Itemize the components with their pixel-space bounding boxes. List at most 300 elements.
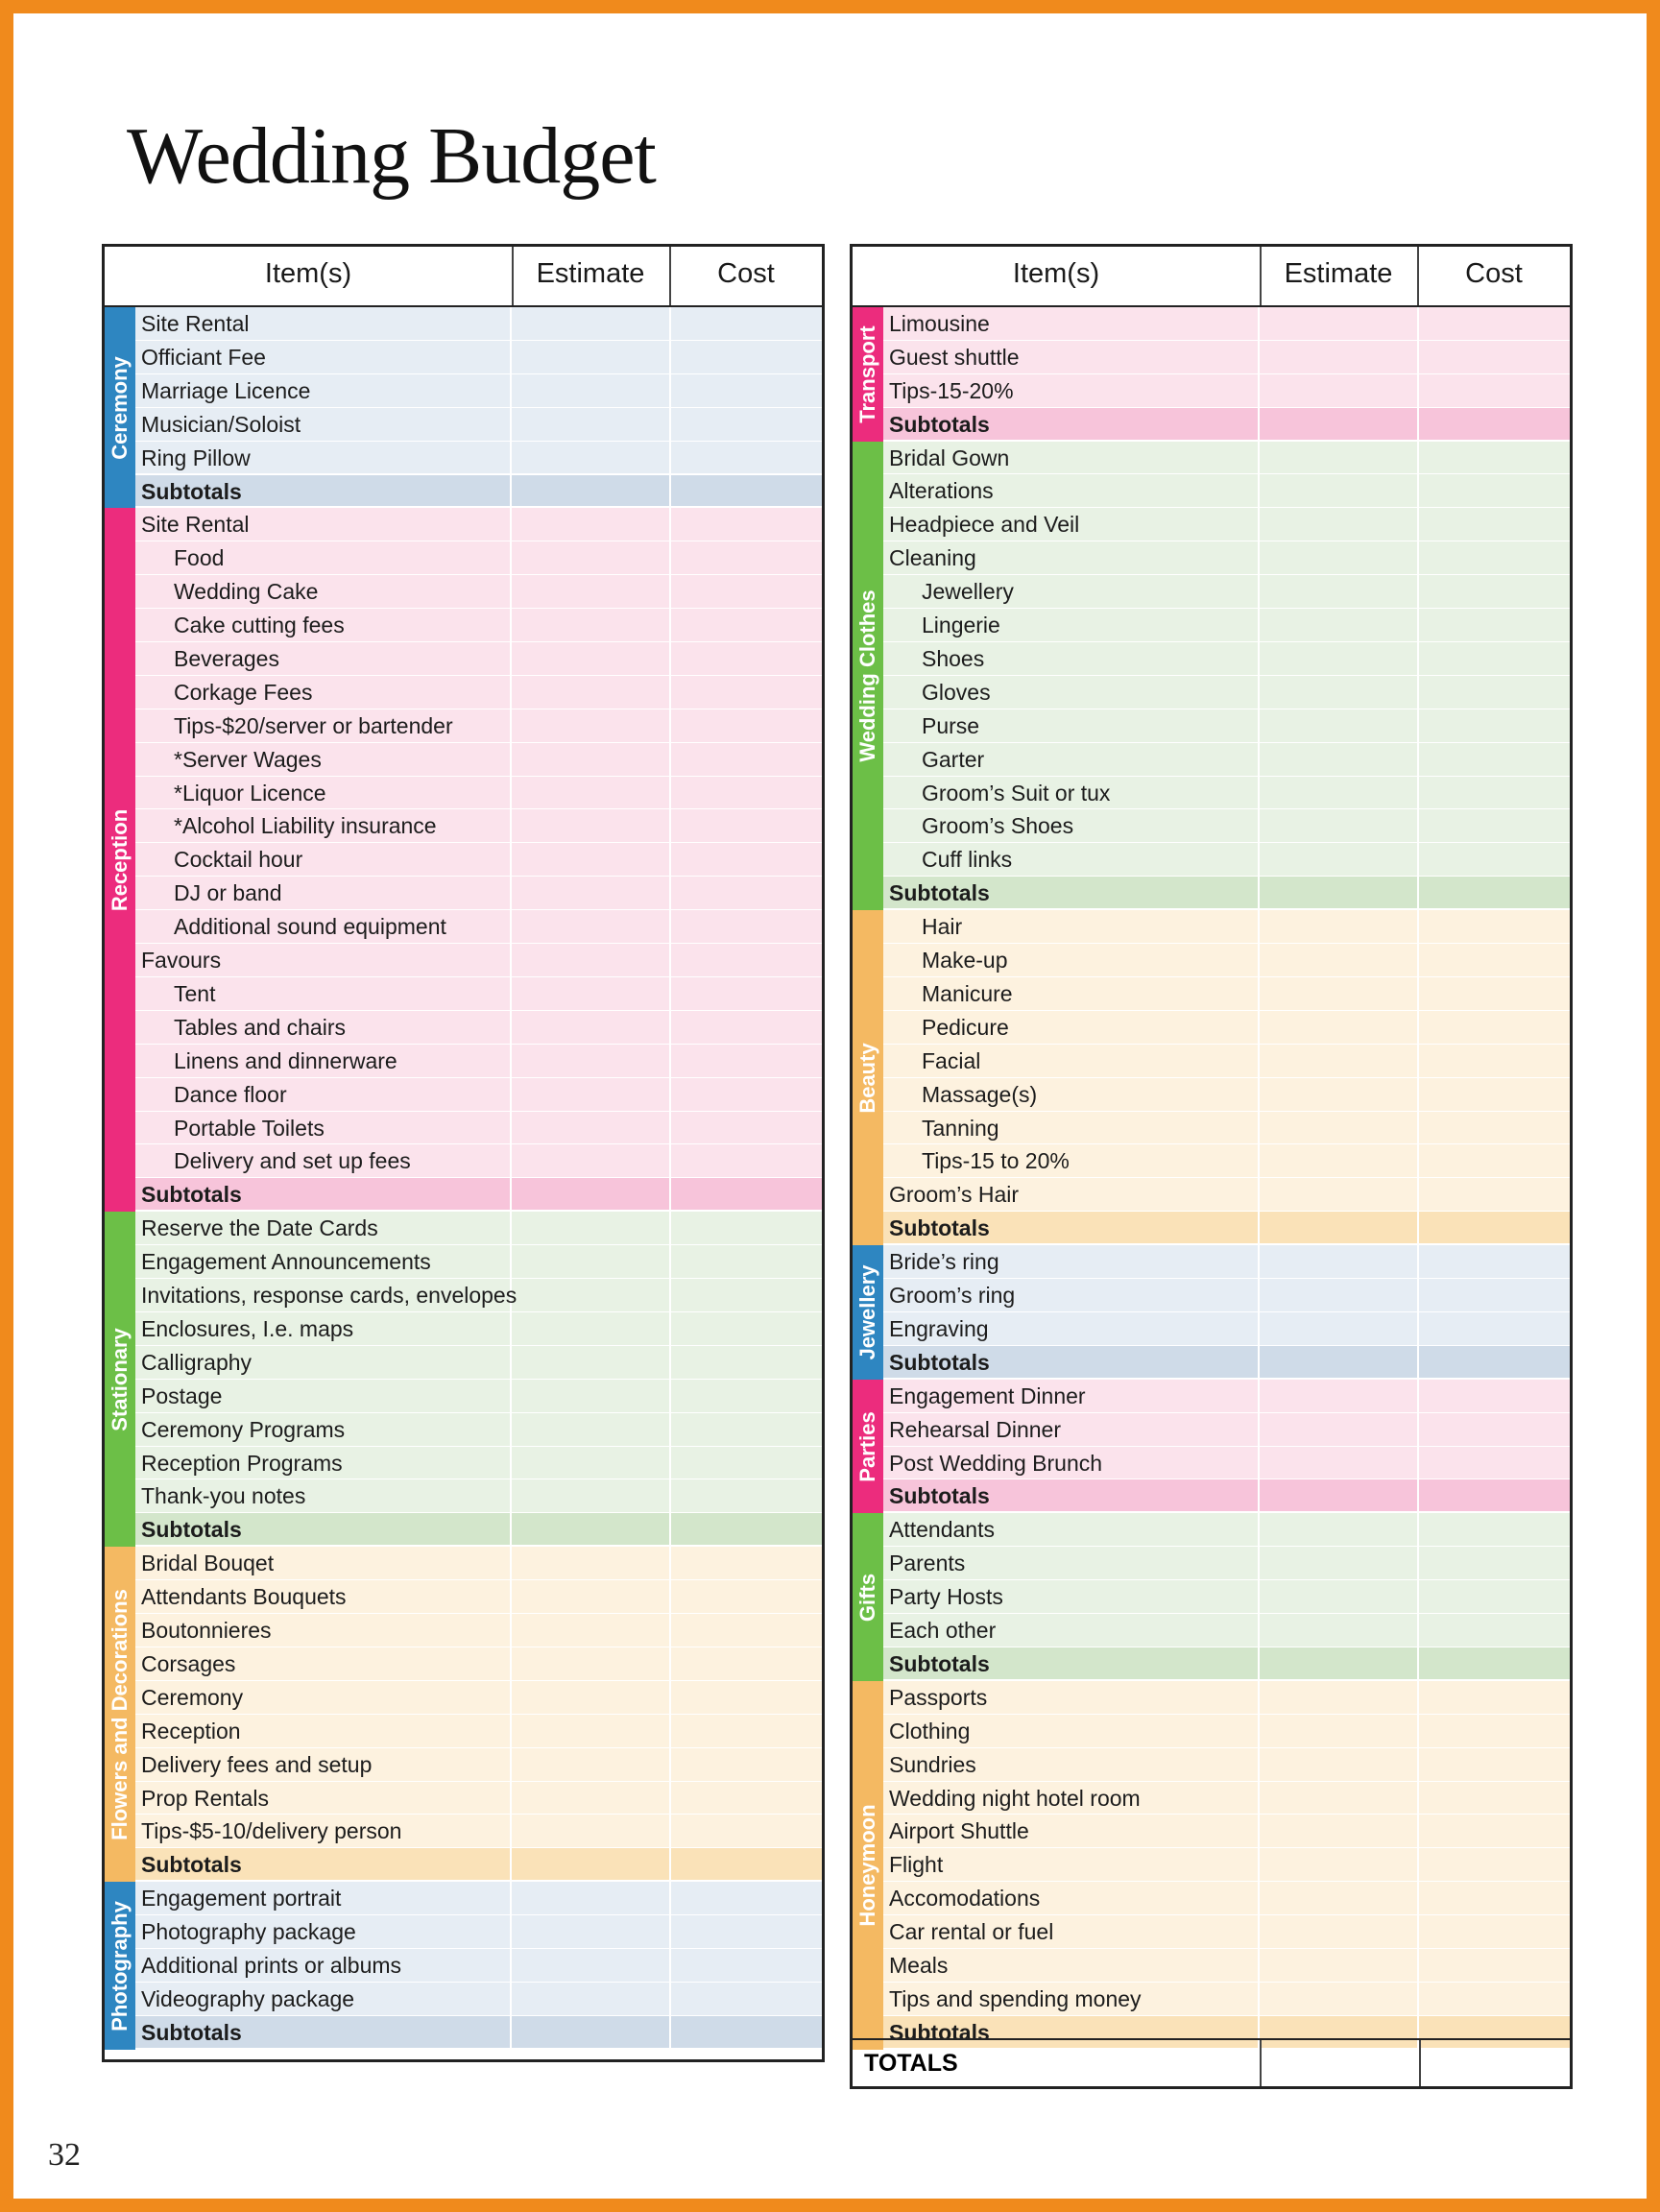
cost-cell[interactable] [669, 1748, 822, 1781]
estimate-cell[interactable] [1260, 1479, 1419, 1511]
cost-cell[interactable] [1417, 1681, 1570, 1714]
table-row [883, 1681, 1570, 1715]
cost-cell[interactable] [669, 475, 822, 507]
table-row [883, 1112, 1570, 1145]
estimate-cell[interactable] [512, 1647, 671, 1680]
cost-cell[interactable] [669, 1815, 822, 1847]
cost-cell[interactable] [1417, 1915, 1570, 1948]
cost-cell[interactable] [1417, 1413, 1570, 1446]
cost-cell[interactable] [669, 1178, 822, 1210]
estimate-cell[interactable] [512, 977, 671, 1010]
estimate-cell[interactable] [512, 910, 671, 943]
estimate-cell[interactable] [512, 1949, 671, 1982]
table-row [883, 743, 1570, 777]
table-row [883, 1413, 1570, 1447]
cost-cell[interactable] [669, 1983, 822, 2015]
item-label: Subtotals [135, 1848, 512, 1880]
cost-cell[interactable] [1417, 1212, 1570, 1243]
table-row [135, 743, 822, 777]
estimate-cell[interactable] [1260, 1848, 1419, 1881]
section-label: Beauty [855, 1043, 879, 1114]
estimate-cell[interactable] [512, 1413, 671, 1446]
cost-cell[interactable] [669, 1346, 822, 1379]
estimate-cell[interactable] [512, 408, 671, 441]
estimate-cell[interactable] [1260, 642, 1419, 675]
estimate-cell[interactable] [1260, 709, 1419, 742]
item-label: Postage [135, 1380, 512, 1412]
section-band [853, 910, 883, 1245]
cost-cell[interactable] [1417, 341, 1570, 373]
cost-cell[interactable] [669, 676, 822, 709]
item-label: Subtotals [883, 408, 1260, 440]
estimate-cell[interactable] [1260, 1011, 1419, 1044]
estimate-cell[interactable] [512, 1212, 671, 1244]
item-label: Bridal Gown [883, 442, 1260, 474]
cost-cell[interactable] [1417, 1011, 1570, 1044]
cost-cell[interactable] [1417, 1346, 1570, 1378]
table-header [105, 247, 822, 307]
estimate-cell[interactable] [1260, 1547, 1419, 1579]
estimate-cell[interactable] [1260, 1681, 1419, 1714]
cost-cell[interactable] [669, 1882, 822, 1914]
cost-cell[interactable] [1417, 1547, 1570, 1579]
estimate-cell[interactable] [512, 944, 671, 976]
estimate-cell[interactable] [512, 2016, 671, 2048]
cost-cell[interactable] [669, 609, 822, 641]
estimate-cell[interactable] [1260, 1915, 1419, 1948]
cost-cell[interactable] [669, 408, 822, 441]
cost-cell[interactable] [669, 1078, 822, 1111]
cost-cell[interactable] [669, 1848, 822, 1880]
table-row [883, 1178, 1570, 1212]
estimate-cell[interactable] [512, 1312, 671, 1345]
estimate-cell[interactable] [512, 1011, 671, 1044]
estimate-cell[interactable] [512, 442, 671, 474]
item-label: Gloves [883, 676, 1260, 709]
item-label: Tips-$20/server or bartender [135, 709, 512, 742]
table-row [883, 1782, 1570, 1815]
estimate-cell[interactable] [1260, 1112, 1419, 1144]
cost-cell[interactable] [1417, 508, 1570, 541]
estimate-cell[interactable] [1260, 1346, 1419, 1378]
table-row [883, 809, 1570, 843]
cost-cell[interactable] [1417, 1715, 1570, 1747]
item-label: Additional prints or albums [135, 1949, 512, 1982]
cost-cell[interactable] [669, 541, 822, 574]
cost-cell[interactable] [669, 341, 822, 373]
estimate-cell[interactable] [512, 1580, 671, 1613]
cost-cell[interactable] [669, 1413, 822, 1446]
estimate-cell[interactable] [512, 809, 671, 842]
estimate-cell[interactable] [1260, 944, 1419, 976]
cost-cell[interactable] [1417, 977, 1570, 1010]
totals-estimate-cell[interactable] [1260, 2040, 1421, 2086]
estimate-cell[interactable] [512, 1045, 671, 1077]
item-label: Lingerie [883, 609, 1260, 641]
estimate-cell[interactable] [1260, 1178, 1419, 1211]
estimate-cell[interactable] [512, 1748, 671, 1781]
table-row [883, 642, 1570, 676]
estimate-cell[interactable] [512, 575, 671, 608]
cost-cell[interactable] [1417, 1815, 1570, 1847]
estimate-cell[interactable] [1260, 1245, 1419, 1278]
cost-cell[interactable] [1417, 642, 1570, 675]
item-label: Limousine [883, 307, 1260, 340]
item-label: Calligraphy [135, 1346, 512, 1379]
cost-cell[interactable] [1417, 777, 1570, 809]
estimate-cell[interactable] [512, 743, 671, 776]
cost-cell[interactable] [1417, 676, 1570, 709]
cost-cell[interactable] [669, 1681, 822, 1714]
cost-cell[interactable] [669, 709, 822, 742]
estimate-cell[interactable] [1260, 1782, 1419, 1815]
estimate-cell[interactable] [1260, 1647, 1419, 1679]
estimate-cell[interactable] [512, 1547, 671, 1579]
table-row [135, 1011, 822, 1045]
estimate-cell[interactable] [1260, 575, 1419, 608]
estimate-cell[interactable] [512, 508, 671, 541]
table-row [883, 709, 1570, 743]
cost-cell[interactable] [669, 1715, 822, 1747]
cost-cell[interactable] [669, 1279, 822, 1311]
item-label: Portable Toilets [135, 1112, 512, 1144]
estimate-cell[interactable] [1260, 442, 1419, 474]
estimate-cell[interactable] [512, 709, 671, 742]
item-label: *Server Wages [135, 743, 512, 776]
estimate-cell[interactable] [512, 843, 671, 876]
totals-row [853, 2038, 1570, 2086]
item-label: Alterations [883, 474, 1260, 507]
estimate-cell[interactable] [512, 1915, 671, 1948]
estimate-cell[interactable] [1260, 1715, 1419, 1747]
cost-cell[interactable] [669, 1513, 822, 1545]
item-label: Subtotals [883, 1346, 1260, 1378]
estimate-cell[interactable] [512, 1715, 671, 1747]
estimate-cell[interactable] [1260, 341, 1419, 373]
estimate-cell[interactable] [512, 1681, 671, 1714]
estimate-cell[interactable] [512, 1848, 671, 1880]
cost-cell[interactable] [1417, 910, 1570, 943]
estimate-cell[interactable] [512, 1479, 671, 1512]
cost-cell[interactable] [669, 1580, 822, 1613]
estimate-cell[interactable] [512, 1346, 671, 1379]
section-gifts [853, 1513, 1570, 1681]
estimate-cell[interactable] [512, 877, 671, 909]
estimate-cell[interactable] [1260, 1614, 1419, 1647]
item-label: Tables and chairs [135, 1011, 512, 1044]
cost-cell[interactable] [1417, 1380, 1570, 1412]
table-row [135, 1949, 822, 1983]
estimate-cell[interactable] [1260, 1882, 1419, 1914]
cost-cell[interactable] [1417, 1279, 1570, 1311]
cost-cell[interactable] [1417, 1748, 1570, 1781]
cost-cell[interactable] [1417, 1848, 1570, 1881]
estimate-cell[interactable] [1260, 307, 1419, 340]
estimate-cell[interactable] [512, 1614, 671, 1647]
estimate-cell[interactable] [512, 1380, 671, 1412]
item-label: Accomodations [883, 1882, 1260, 1914]
estimate-cell[interactable] [1260, 1815, 1419, 1847]
estimate-cell[interactable] [1260, 743, 1419, 776]
cost-cell[interactable] [669, 944, 822, 976]
item-label: Rehearsal Dinner [883, 1413, 1260, 1446]
cost-cell[interactable] [669, 1782, 822, 1815]
estimate-cell[interactable] [1260, 1279, 1419, 1311]
section-band [853, 1681, 883, 2050]
item-label: Subtotals [135, 1178, 512, 1210]
estimate-cell[interactable] [512, 1513, 671, 1545]
estimate-cell[interactable] [512, 642, 671, 675]
estimate-cell[interactable] [512, 1144, 671, 1177]
estimate-cell[interactable] [1260, 910, 1419, 943]
item-label: DJ or band [135, 877, 512, 909]
estimate-cell[interactable] [512, 1882, 671, 1914]
estimate-cell[interactable] [512, 609, 671, 641]
cost-cell[interactable] [669, 1447, 822, 1479]
cost-cell[interactable] [669, 1647, 822, 1680]
cost-cell[interactable] [1417, 1479, 1570, 1511]
item-label: Reserve the Date Cards [135, 1212, 512, 1244]
cost-cell[interactable] [669, 642, 822, 675]
cost-cell[interactable] [669, 1011, 822, 1044]
table-row [883, 910, 1570, 944]
estimate-cell[interactable] [512, 777, 671, 809]
estimate-cell[interactable] [1260, 1413, 1419, 1446]
estimate-cell[interactable] [512, 1245, 671, 1278]
estimate-cell[interactable] [1260, 609, 1419, 641]
section-label: Transport [855, 325, 879, 423]
table-row [135, 1547, 822, 1580]
estimate-cell[interactable] [512, 307, 671, 340]
item-label: Ring Pillow [135, 442, 512, 474]
section-band [853, 1380, 883, 1514]
table-row [883, 575, 1570, 609]
subtotal-row [135, 2016, 822, 2050]
cost-cell[interactable] [1417, 1178, 1570, 1211]
table-row [883, 1245, 1570, 1279]
table-row [135, 408, 822, 442]
cost-cell[interactable] [669, 777, 822, 809]
table-row [135, 1915, 822, 1949]
estimate-cell[interactable] [1260, 1513, 1419, 1546]
estimate-cell[interactable] [512, 374, 671, 407]
header-items: Item(s) [105, 247, 514, 305]
cost-cell[interactable] [1417, 877, 1570, 908]
left-budget-table [102, 244, 825, 2062]
estimate-cell[interactable] [512, 676, 671, 709]
estimate-cell[interactable] [512, 1447, 671, 1479]
table-row [135, 777, 822, 810]
table-row [135, 374, 822, 408]
table-row [883, 676, 1570, 709]
estimate-cell[interactable] [512, 1815, 671, 1847]
estimate-cell[interactable] [512, 1112, 671, 1144]
estimate-cell[interactable] [1260, 474, 1419, 507]
cost-cell[interactable] [1417, 1312, 1570, 1345]
cost-cell[interactable] [1417, 809, 1570, 842]
cost-cell[interactable] [1417, 541, 1570, 574]
cost-cell[interactable] [669, 877, 822, 909]
section-band [853, 1513, 883, 1681]
cost-cell[interactable] [669, 442, 822, 474]
cost-cell[interactable] [669, 307, 822, 340]
cost-cell[interactable] [1417, 1112, 1570, 1144]
cost-cell[interactable] [1417, 442, 1570, 474]
table-row [883, 1614, 1570, 1647]
subtotal-row [135, 475, 822, 509]
header-cost: Cost [1465, 258, 1523, 289]
estimate-cell[interactable] [1260, 508, 1419, 541]
table-row [135, 1748, 822, 1782]
cost-cell[interactable] [1417, 609, 1570, 641]
cost-cell[interactable] [1417, 374, 1570, 407]
cost-cell[interactable] [1417, 743, 1570, 776]
cost-cell[interactable] [669, 1212, 822, 1244]
table-row [883, 1882, 1570, 1915]
cost-cell[interactable] [669, 843, 822, 876]
item-label: Car rental or fuel [883, 1915, 1260, 1948]
estimate-cell[interactable] [512, 1983, 671, 2015]
estimate-cell[interactable] [1260, 1580, 1419, 1613]
estimate-cell[interactable] [1260, 1380, 1419, 1412]
cost-cell[interactable] [1417, 1078, 1570, 1111]
table-row [135, 1782, 822, 1815]
estimate-cell[interactable] [1260, 1144, 1419, 1177]
estimate-cell[interactable] [1260, 1983, 1419, 2015]
estimate-cell[interactable] [512, 1782, 671, 1815]
table-row [883, 307, 1570, 341]
cost-cell[interactable] [1417, 1447, 1570, 1479]
cost-cell[interactable] [1417, 843, 1570, 876]
cost-cell[interactable] [669, 2016, 822, 2048]
cost-cell[interactable] [669, 374, 822, 407]
item-label: Subtotals [883, 1479, 1260, 1511]
cost-cell[interactable] [669, 1949, 822, 1982]
section-jewellery [853, 1245, 1570, 1380]
item-label: Tips-$5-10/delivery person [135, 1815, 512, 1847]
table-row [135, 1413, 822, 1447]
estimate-cell[interactable] [1260, 541, 1419, 574]
estimate-cell[interactable] [512, 1178, 671, 1210]
cost-cell[interactable] [669, 575, 822, 608]
estimate-cell[interactable] [1260, 1447, 1419, 1479]
page-title: Wedding Budget [127, 111, 656, 201]
estimate-cell[interactable] [512, 341, 671, 373]
cost-cell[interactable] [669, 1144, 822, 1177]
table-row [883, 1580, 1570, 1614]
cost-cell[interactable] [1417, 1882, 1570, 1914]
cost-cell[interactable] [1417, 575, 1570, 608]
cost-cell[interactable] [1417, 1782, 1570, 1815]
estimate-cell[interactable] [1260, 777, 1419, 809]
subtotal-row [883, 877, 1570, 910]
cost-cell[interactable] [1417, 944, 1570, 976]
cost-cell[interactable] [669, 1915, 822, 1948]
cost-cell[interactable] [1417, 1983, 1570, 2015]
cost-cell[interactable] [669, 1045, 822, 1077]
estimate-cell[interactable] [1260, 809, 1419, 842]
cost-cell[interactable] [669, 508, 822, 541]
table-row [135, 442, 822, 475]
cost-cell[interactable] [669, 1312, 822, 1345]
cost-cell[interactable] [669, 809, 822, 842]
item-label: Dance floor [135, 1078, 512, 1111]
cost-cell[interactable] [669, 1380, 822, 1412]
cost-cell[interactable] [1417, 307, 1570, 340]
cost-cell[interactable] [1417, 1614, 1570, 1647]
table-row [883, 541, 1570, 575]
item-label: Favours [135, 944, 512, 976]
table-row [135, 1312, 822, 1346]
cost-cell[interactable] [1417, 709, 1570, 742]
estimate-cell[interactable] [1260, 408, 1419, 440]
cost-cell[interactable] [1417, 1245, 1570, 1278]
estimate-cell[interactable] [1260, 843, 1419, 876]
estimate-cell[interactable] [1260, 676, 1419, 709]
item-label: *Liquor Licence [135, 777, 512, 809]
item-label: Wedding Cake [135, 575, 512, 608]
header-estimate: Estimate [512, 247, 671, 305]
cost-cell[interactable] [669, 977, 822, 1010]
estimate-cell[interactable] [1260, 1078, 1419, 1111]
cost-cell[interactable] [669, 1112, 822, 1144]
cost-cell[interactable] [1417, 1144, 1570, 1177]
cost-cell[interactable] [1417, 1647, 1570, 1679]
estimate-cell[interactable] [1260, 1045, 1419, 1077]
estimate-cell[interactable] [1260, 977, 1419, 1010]
estimate-cell[interactable] [512, 1279, 671, 1311]
item-label: Beverages [135, 642, 512, 675]
cost-cell[interactable] [669, 1547, 822, 1579]
table-row [135, 1580, 822, 1614]
cost-cell[interactable] [1417, 1045, 1570, 1077]
table-row [883, 1715, 1570, 1748]
cost-cell[interactable] [1417, 1580, 1570, 1613]
cost-cell[interactable] [669, 1245, 822, 1278]
item-label: Shoes [883, 642, 1260, 675]
section-label: Stationary [108, 1328, 132, 1431]
cost-cell[interactable] [669, 910, 822, 943]
estimate-cell[interactable] [1260, 877, 1419, 908]
cost-cell[interactable] [1417, 474, 1570, 507]
estimate-cell[interactable] [1260, 1949, 1419, 1982]
cost-cell[interactable] [1417, 408, 1570, 440]
estimate-cell[interactable] [512, 1078, 671, 1111]
table-row [135, 1815, 822, 1848]
cost-cell[interactable] [1417, 1513, 1570, 1546]
cost-cell[interactable] [669, 1479, 822, 1512]
estimate-cell[interactable] [512, 475, 671, 507]
item-label: Engagement Announcements [135, 1245, 512, 1278]
table-row [135, 944, 822, 977]
table-row [135, 910, 822, 944]
table-row [883, 609, 1570, 642]
item-label: Subtotals [135, 475, 512, 507]
estimate-cell[interactable] [1260, 1312, 1419, 1345]
section-label: Wedding Clothes [855, 589, 879, 762]
item-label: Marriage Licence [135, 374, 512, 407]
cost-cell[interactable] [669, 1614, 822, 1647]
table-row [883, 1011, 1570, 1045]
estimate-cell[interactable] [512, 541, 671, 574]
cost-cell[interactable] [1417, 1949, 1570, 1982]
item-label: Clothing [883, 1715, 1260, 1747]
estimate-cell[interactable] [1260, 1748, 1419, 1781]
table-row [883, 843, 1570, 877]
estimate-cell[interactable] [1260, 374, 1419, 407]
cost-cell[interactable] [669, 743, 822, 776]
estimate-cell[interactable] [1260, 1212, 1419, 1243]
